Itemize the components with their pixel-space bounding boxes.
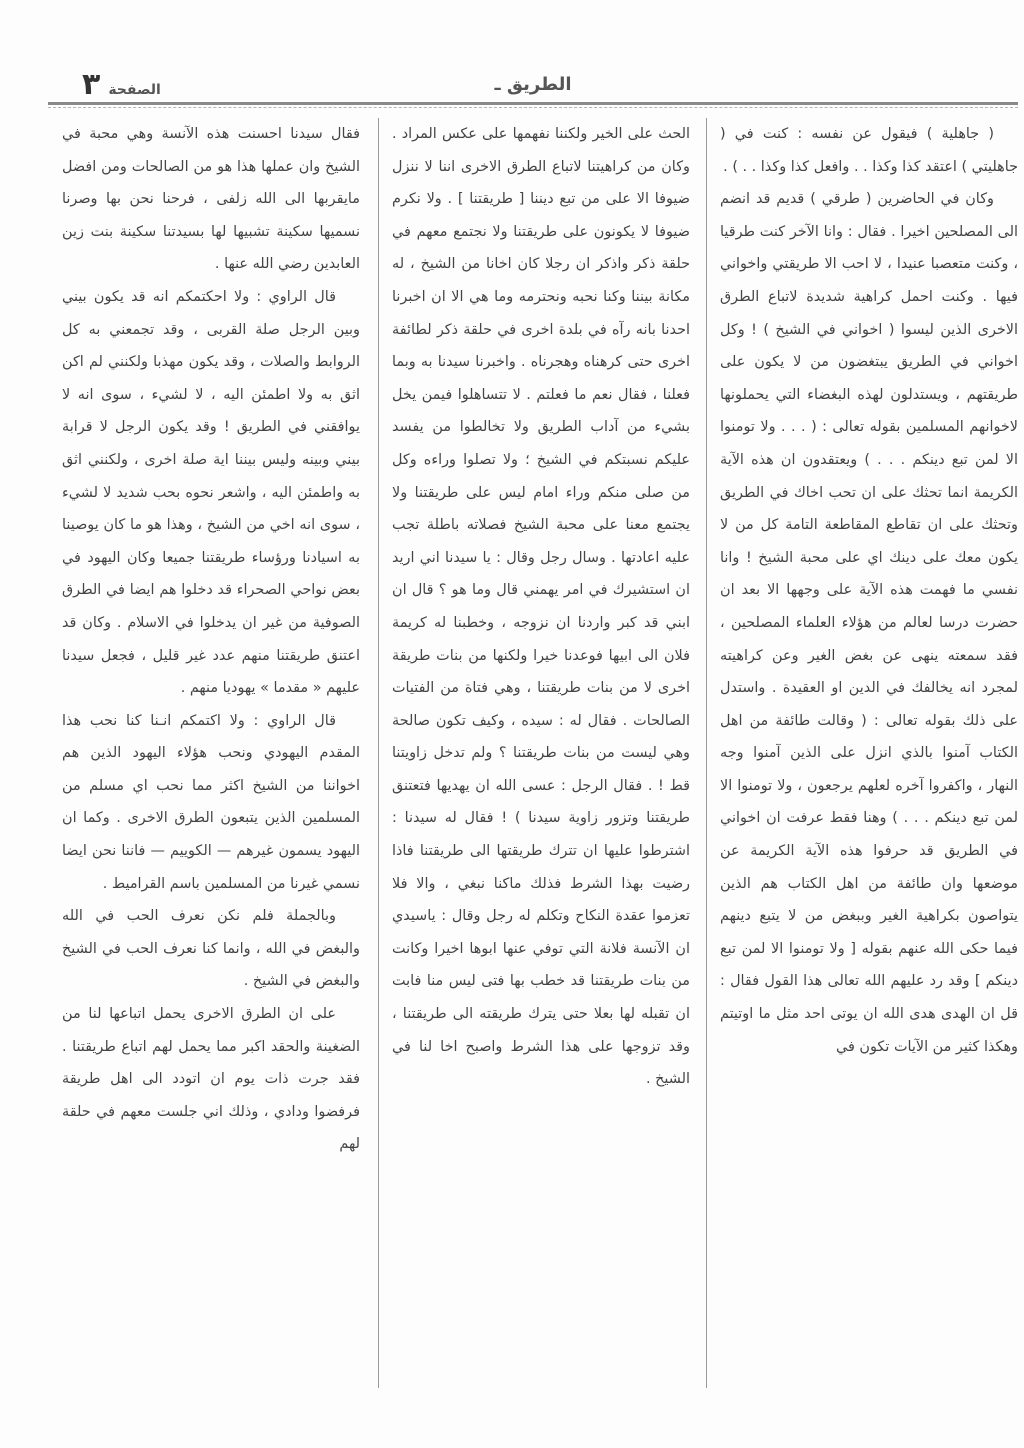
column-divider	[706, 118, 707, 1388]
column-left	[62, 118, 360, 1388]
header-rule-secondary	[48, 107, 1018, 108]
page-label: الصفحة	[108, 82, 161, 98]
paragraph: الحث على الخير ولكننا نفهمها على عكس المراد . وكان من كراهيتنا لاتباع الطرق الاخرى اننا لا ننزل ضيوفا الا على من تبع ديننا [ طريقتنا ] . ولا نكرم ضيوفا لا يكونون على طريقتنا ولا نجتمع معهم في حلقة ذكر واذكر ان رجلا كان اخانا من الشيخ ، له مكانة بيننا وكنا نحبه ونحترمه وما هي الا ان اخبرنا احدنا بانه رآه في بلدة اخرى في حلقة ذكر لطائفة اخرى حتى كرهناه وهجرناه . واخبرنا سيدنا به وبما فعلنا ، فقال نعم ما فعلتم . لا تتساهلوا فيمن يخل بشيء من آداب الطريق ولا تخالطوا من يفسد عليكم نسبتكم في الشيخ ؛ ولا تصلوا وراءه وكل من صلى منكم وراء امام ليس على طريقتنا ولا يجتمع معنا على محبة الشيخ فصلاته باطلة تجب عليه اعادتها . وسال رجل وقال : يا سيدنا اني اريد ان استشيرك في امر يهمني قال وما هو ؟ قال ان ابني قد كبر واردنا ان نزوجه ، وخطبنا له كريمة فلان الى ابيها فوعدنا خيرا ولكنها من بنات طريقة اخرى لا من بنات طريقتنا ، وهي فتاة من الفتيات الصالحات . فقال له : سيده ، وكيف تكون صالحة وهي ليست من بنات طريقتنا ؟ ولم تدخل زاويتنا قط ! . فقال الرجل : عسى الله ان يهديها فتعتنق طريقتنا وتزور زاوية سيدنا ) ! فقال له سيدنا : اشترطوا عليها ان تترك طريقتها الى طريقتنا فاذا رضيت بهذا الشرط فذلك ماكنا نبغي ، والا فلا تعزموا عقدة النكاح وتكلم له رجل وقال : ياسيدي ان الآنسة فلانة التي توفي عنها ابوها اخيرا وكانت من بنات طريقتنا قد خطب بها فتى ليس منا فابت ان تقبله لها بعلا حتى يترك طريقته الى طريقتنا ، وقد تزوجها على هذا الشرط واصبح اخا لنا في الشيخ .	[392, 126, 690, 1088]
page-header	[48, 68, 1018, 102]
article-columns	[48, 118, 1018, 1388]
newspaper-title: الطريق ـ	[494, 74, 572, 95]
paragraph: على ان الطرق الاخرى يحمل اتباعها لنا من الضغينة والحقد اكبر مما يحمل لهم اتباع طريقتنا . فقد جرت ذات يوم ان اتودد الى اهل طريقة فرفضوا ودادي ، وذلك اني جلست معهم في حلقة لهم	[62, 1006, 360, 1153]
page-number: ٣	[82, 67, 101, 102]
paragraph: فقال سيدنا احسنت هذه الآنسة وهي محبة في الشيخ وان عملها هذا هو من الصالحات ومن افضل مايقربها الى الله زلفى ، فرحنا نحن بها وصرنا نسميها سكينة تشبيها لها بسيدتنا سكينة بنت زين العابدين رضي الله عنها .	[62, 126, 360, 273]
paragraph: ( جاهلية ) فيقول عن نفسه : كنت في ( جاهليتي ) اعتقد كذا وكذا . . وافعل كذا وكذا . . ) .	[720, 126, 1018, 175]
page-info	[82, 67, 161, 102]
column-middle	[392, 118, 690, 1388]
paragraph: قال الراوي : ولا احكتمكم انه قد يكون بيني وبين الرجل صلة القربى ، وقد تجمعني به كل الروابط والصلات ، وقد يكون مهذبا ولكنني لم اكن اثق به ولا اطمئن اليه ، لا لشيء ، سوى انه لا يوافقني في الطريق ! وقد يكون الرجل لا قرابة بيني وبينه وليس بيننا اية صلة اخرى ، ولكنني اثق به واطمئن اليه ، واشعر نحوه بحب شديد لا لشيء ، سوى انه اخي من الشيخ ، وهذا هو ما كان يوصينا به اسيادنا ورؤساء طريقتنا جميعا وكان اليهود في بعض نواحي الصحراء قد دخلوا هم ايضا في الطرق الصوفية من غير ان يدخلوا في الاسلام . وكان قد اعتنق طريقتنا منهم عدد غير قليل ، فجعل سيدنا عليهم « مقدما » يهوديا منهم .	[62, 288, 360, 697]
column-right	[720, 118, 1018, 1388]
column-divider	[378, 118, 379, 1388]
header-rule	[48, 102, 1018, 105]
paragraph: وكان في الحاضرين ( طرقي ) قديم قد انضم الى المصلحين اخيرا . فقال : وانا الآخر كنت طرقيا ، وكنت متعصبا عنيدا ، لا احب الا طريقتي واخواني فيها . وكنت احمل كراهية شديدة لاتباع الطرق الاخرى الذين ليسوا ( اخواني في الشيخ ) ! وكل اخواني في الطريق يبتغضون من لا يكون على طريقتهم ، ويستدلون لهذه البغضاء التي يحملونها لاخوانهم المسلمين بقوله تعالى : ( . . . ولا تومنوا الا لمن تبع دينكم . . . ) ويعتقدون ان هذه الآية الكريمة انما تحثك على ان تحب اخاك في الطريق وتحثك على ان تقاطع المقاطعة التامة كل من لا يكون معك على دينك اي على محبة الشيخ ! وانا نفسي ما فهمت هذه الآية على وجهها الا بعد ان حضرت درسا لعالم من هؤلاء العلماء المصلحين ، فقد سمعته ينهى عن بغض الغير وعن كراهيته لمجرد انه يخالفك في الدين او العقيدة . واستدل على ذلك بقوله تعالى : ( وقالت طائفة من اهل الكتاب آمنوا بالذي انزل على الذين آمنوا وجه النهار ، واكفروا آخره لعلهم يرجعون ، ولا تومنوا الا لمن تبع دينكم . . . ) وهنا فقط عرفت ان اخواني في الطريق قد حرفوا هذه الآية الكريمة عن موضعها وان طائفة من اهل الكتاب هم الذين يتواصون بكراهية الغير وببغض من لا يتبع دينهم فيما حكى الله عنهم بقوله [ ولا تومنوا الا لمن تبع دينكم ] وقد رد عليهم الله تعالى هذا القول فقال : قل ان الهدى هدى الله ان يوتى احد مثل ما اوتيتم وهكذا كثير من الآيات تكون في	[720, 191, 1018, 1055]
paragraph: وبالجملة فلم نكن نعرف الحب في الله والبغض في الله ، وانما كنا نعرف الحب في الشيخ والبغض في الشيخ .	[62, 908, 360, 990]
paragraph: قال الراوي : ولا اكتمكم انـنا كنا نحب هذا المقدم اليهودي ونحب هؤلاء اليهود الذين هم اخواننا من الشيخ اكثر مما نحب اي مسلم من المسلمين الذين يتبعون الطرق الاخرى . وكما ان اليهود يسمون غيرهم — الكوييم — فاننا نحن ايضا نسمي غيرنا من المسلمين باسم القراميط .	[62, 712, 360, 892]
